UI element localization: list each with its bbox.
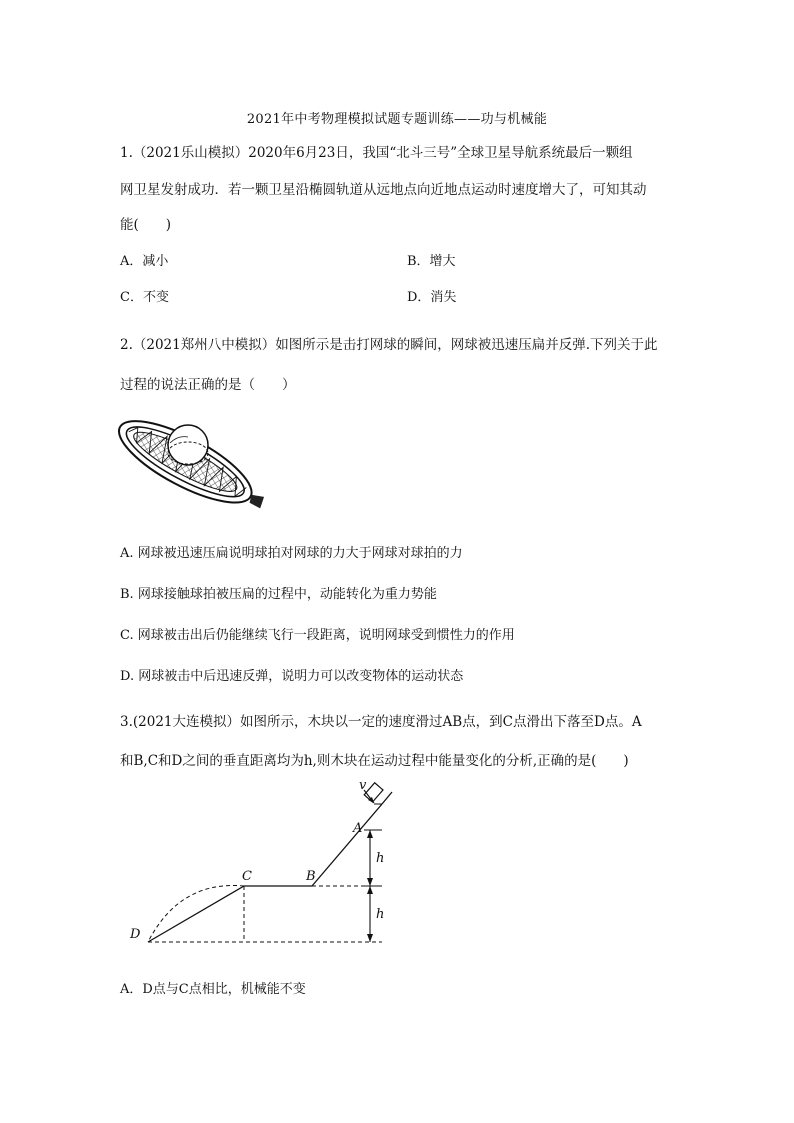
question-3-stem-line-2: 和B,C和D之间的垂直距离均为h,则木块在运动过程中能量变化的分析,正确的是( ) [120, 753, 629, 769]
question-1-option-d: D．消失 [407, 290, 457, 305]
question-2-option-c: C. 网球被击出后仍能继续飞行一段距离，说明网球受到惯性力的作用 [120, 628, 515, 643]
question-2-stem-line-2: 过程的说法正确的是（ ） [120, 377, 296, 393]
label-c: C [242, 869, 252, 884]
slope-cd [148, 886, 244, 942]
block-slope-figure [110, 776, 410, 956]
question-1-stem-line-1: 1.（2021乐山模拟）2020年6月23日，我国“北斗三号”全球卫星导航系统最后一颗组 [120, 145, 633, 161]
question-2-option-b: B. 网球接触球拍被压扁的过程中，动能转化为重力势能 [120, 587, 437, 602]
label-d: D [130, 927, 141, 942]
question-3-stem-line-1: 3.(2021大连模拟）如图所示，木块以一定的速度滑过AB点，到C点滑出下落至D点。A [120, 714, 642, 730]
question-1-option-a: A．减小 [120, 254, 169, 269]
label-v: v [359, 778, 367, 793]
question-2-option-a: A. 网球被迅速压扁说明球拍对网球的力大于网球对球拍的力 [120, 546, 463, 561]
question-1-option-c: C．不变 [120, 290, 169, 305]
tennis-racket-figure [112, 405, 272, 525]
question-1-option-b: B．增大 [407, 254, 456, 269]
question-1-stem-line-2: 网卫星发射成功．若一颗卫星沿椭圆轨道从远地点向近地点运动时速度增大了，可知其动 [120, 182, 647, 198]
question-3-option-a: A．D点与C点相比，机械能不变 [120, 982, 306, 997]
label-h-upper: h [376, 851, 385, 866]
question-2-stem-line-1: 2.（2021郑州八中模拟）如图所示是击打网球的瞬间，网球被迅速压扁并反弹.下列关于此 [120, 337, 658, 353]
incline-line [312, 804, 385, 886]
label-b: B [306, 869, 316, 884]
question-1-stem-line-3: 能( ) [120, 217, 172, 233]
page-title: 2021年中考物理模拟试题专题训练——功与机械能 [246, 112, 548, 127]
wooden-block [364, 783, 383, 802]
question-2-option-d: D. 网球被击中后迅速反弹，说明力可以改变物体的运动状态 [120, 669, 464, 684]
label-h-lower: h [376, 907, 385, 922]
label-a: A [353, 821, 363, 836]
